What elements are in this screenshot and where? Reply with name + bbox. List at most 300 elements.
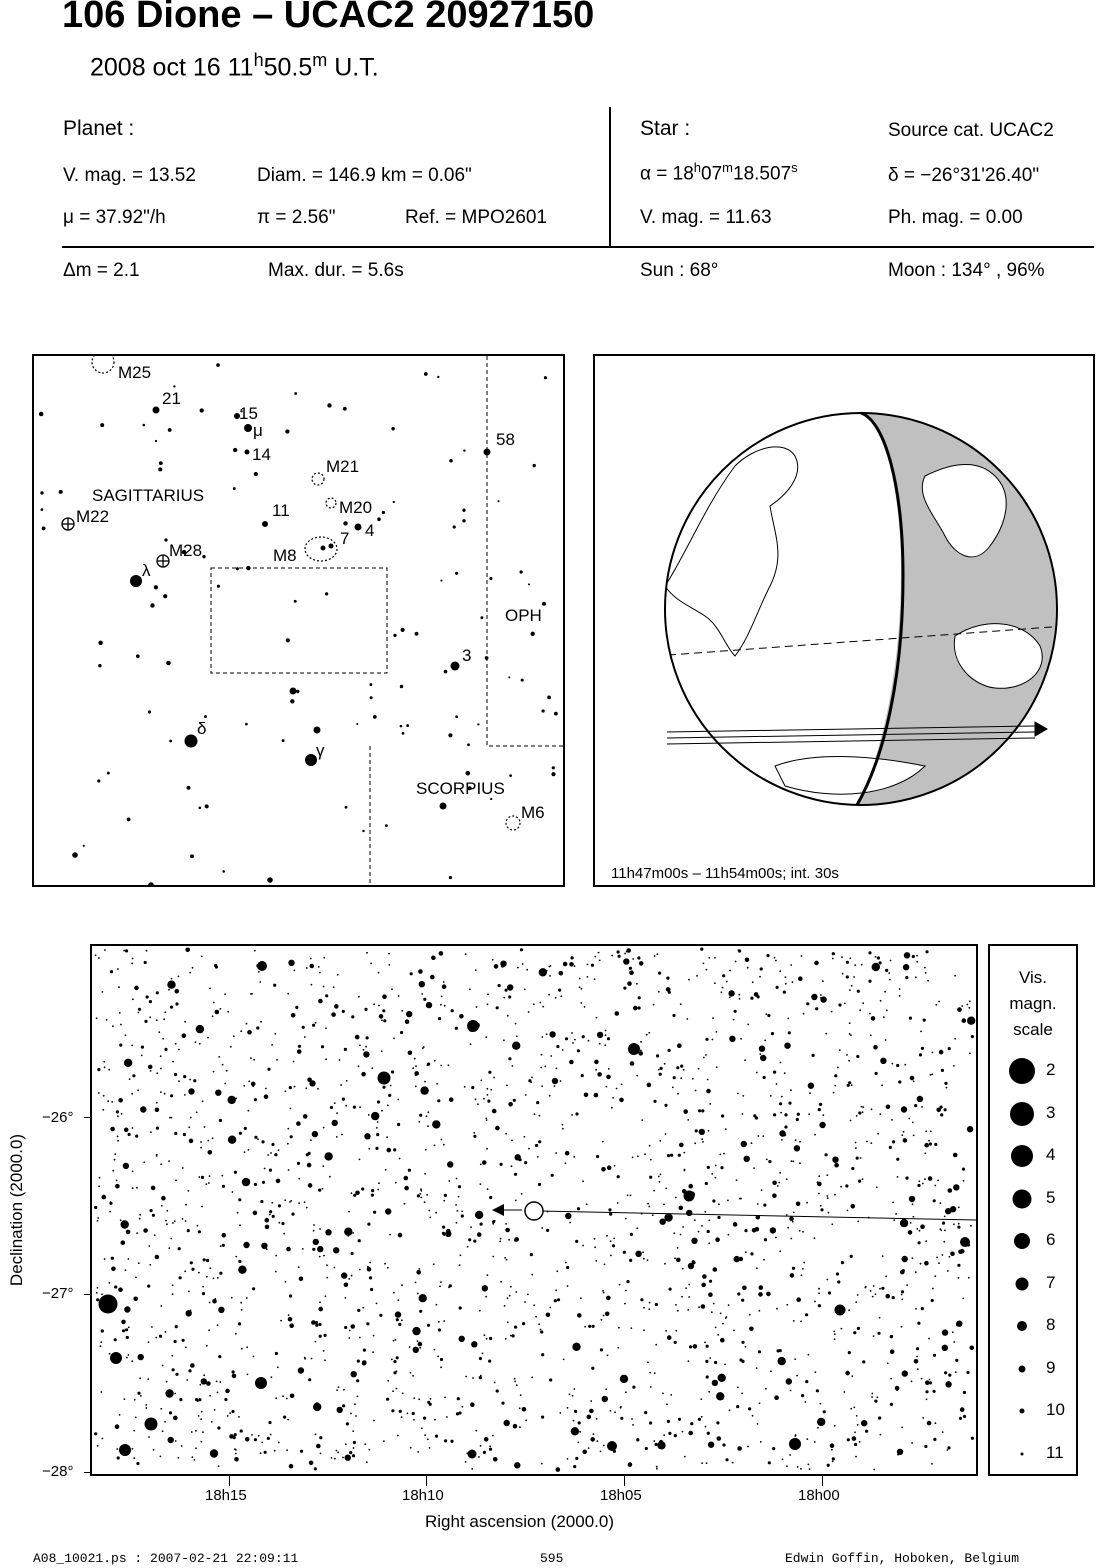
label-mu: μ [253,421,263,440]
footer-file: A08_10021.ps : 2007-02-21 22:09:11 [33,1551,299,1566]
field-star [342,1404,345,1407]
finder-star [233,448,237,452]
field-star [418,1121,420,1123]
field-star [412,1375,414,1377]
field-star [724,1364,726,1366]
field-star [834,1194,836,1196]
field-star [666,977,669,980]
field-star [688,1296,690,1298]
field-star [148,1065,153,1070]
field-star [444,1194,447,1197]
field-star [725,1458,728,1461]
field-star [231,1297,233,1299]
field-star [120,1024,122,1026]
field-star [107,1100,109,1102]
field-star [458,1196,460,1198]
ra-tick-mark [822,1476,823,1486]
field-star [602,1141,604,1143]
field-star [438,1017,441,1020]
field-star [921,1227,923,1229]
field-star [879,961,882,964]
field-star [324,1359,326,1361]
field-star [310,964,315,969]
field-star [426,1115,428,1117]
field-star [805,1380,808,1383]
field-star [862,1178,864,1180]
field-star [929,1379,931,1381]
field-star [479,1376,482,1379]
field-star [348,1278,350,1280]
field-star [510,1286,512,1288]
field-star [222,1064,224,1066]
field-star [440,1065,442,1067]
field-star [605,1034,607,1036]
field-star [779,970,781,972]
field-star [630,1195,632,1197]
field-star [608,1068,610,1070]
field-star [258,1435,260,1437]
field-star [203,1374,205,1376]
field-star [595,1069,597,1071]
field-star [913,1216,915,1218]
field-star [488,1071,491,1074]
field-star [649,1145,651,1147]
field-star [708,1130,710,1132]
field-star [969,1052,971,1054]
label-scorpius: SCORPIUS [416,779,505,798]
finder-star [282,739,285,742]
field-star [145,1418,158,1431]
finder-star [325,592,328,595]
field-star [832,1157,838,1163]
field-star [885,1275,887,1277]
legend-magnitude-dot [1010,1102,1034,1126]
field-star [358,1065,360,1067]
field-star [206,1381,211,1386]
field-star [398,995,400,997]
field-star [752,1415,754,1417]
field-star [749,1327,754,1332]
field-star [289,1086,292,1089]
field-star [320,1453,322,1455]
field-star [279,1222,281,1224]
field-star [252,1287,255,1290]
field-star [680,1234,682,1236]
field-star [371,1067,373,1069]
field-star [388,964,390,966]
field-star [165,1389,173,1397]
field-star [683,1109,688,1114]
field-star [134,1399,136,1401]
field-star [715,1327,717,1329]
field-star [811,994,817,1000]
field-star [200,1384,202,1386]
field-star [419,1294,427,1302]
field-star [856,1115,858,1117]
field-star [689,1191,695,1197]
field-star [509,1295,511,1297]
field-star [916,961,918,963]
field-star [533,1003,535,1005]
field-star [318,1323,321,1326]
field-star [808,1083,814,1089]
field-star [426,1002,432,1008]
field-star [319,1301,321,1303]
legend-row [990,1396,1078,1426]
field-star [315,1022,317,1024]
field-star [99,1295,118,1314]
field-star [129,1078,131,1080]
field-star [866,1141,868,1143]
field-star [156,1019,158,1021]
finder-star [155,440,157,442]
field-star [750,997,753,1000]
field-star [311,984,313,986]
label-m8: M8 [273,546,297,565]
field-star [192,967,194,969]
field-star [708,1220,710,1222]
ra-h-unit: h [693,160,702,175]
field-star [616,1088,618,1090]
field-star [349,1330,351,1332]
field-star [785,976,787,978]
field-star [161,1205,163,1207]
field-star [751,1142,753,1144]
finder-star [154,585,158,589]
field-star [673,1076,676,1079]
field-star [544,1066,546,1068]
field-star [722,974,725,977]
field-star [207,1037,209,1039]
field-star [366,1036,369,1039]
field-star [787,1227,789,1229]
field-star [415,1065,417,1067]
label-7: 7 [340,529,350,548]
field-star [97,1287,99,1289]
field-star [418,1398,420,1400]
field-star [168,1247,170,1249]
field-star [832,1457,835,1460]
field-star [963,1391,966,1394]
field-star [381,1019,383,1021]
field-star [723,1153,725,1155]
field-star [184,1021,186,1023]
field-star [809,1468,811,1470]
field-star [424,1081,426,1083]
field-star [572,1395,574,1397]
field-star [391,1359,393,1361]
field-star [128,1354,130,1356]
field-star [217,1277,219,1279]
field-star [273,984,276,987]
field-star [783,1133,786,1136]
field-star [579,978,581,980]
field-star [665,1133,667,1135]
field-star [667,1154,670,1157]
field-star [603,1292,605,1294]
field-star [471,1341,477,1347]
field-star [880,1434,882,1436]
field-star [398,1233,403,1238]
field-star [121,1240,126,1245]
field-star [435,1212,437,1214]
field-star [378,1182,380,1184]
field-star [549,1031,555,1037]
field-star [613,1450,616,1453]
field-star [137,1089,139,1091]
field-star [119,1012,121,1014]
finder-star [449,459,453,463]
field-star [656,1468,658,1470]
field-star [109,1282,111,1284]
field-star [774,1395,779,1400]
field-star [907,1176,909,1178]
field-star [274,1033,276,1035]
field-star [741,1299,744,1302]
field-star [232,1374,237,1379]
field-star [202,1292,205,1295]
field-star [629,970,634,975]
hour-unit: h [253,50,264,70]
field-star [168,1437,174,1443]
field-star [797,1466,799,1468]
field-star [630,1233,633,1236]
field-star [920,1031,922,1033]
field-star [111,1267,116,1272]
field-star [935,1422,937,1424]
field-star [808,1113,810,1115]
field-star [608,1208,611,1211]
field-star [788,1031,791,1034]
field-star [459,1306,462,1309]
field-star [440,1004,442,1006]
field-star [387,1380,389,1382]
field-star [684,1456,686,1458]
field-star [541,1416,544,1419]
field-star [282,1395,284,1397]
field-star [147,1285,150,1288]
field-star [649,1372,651,1374]
field-star [925,950,928,953]
field-star [395,1182,397,1184]
field-star [108,1069,110,1071]
field-star [234,1171,237,1174]
field-star [934,1185,936,1187]
field-star [940,1106,943,1109]
field-star [656,1466,658,1468]
field-star [512,1042,520,1050]
field-star [325,1027,327,1029]
field-star [556,1270,558,1272]
field-star [747,1446,749,1448]
field-star [379,1314,382,1317]
field-star [160,1091,162,1093]
field-star [286,1449,288,1451]
field-star [925,1130,927,1132]
field-star [582,1450,587,1455]
label-lambda: λ [142,561,151,580]
field-star [303,1114,308,1119]
field-star [562,1128,564,1130]
field-star [495,1126,500,1131]
field-star [195,1447,197,1449]
field-star [146,950,148,952]
field-star [122,1449,124,1451]
field-star [318,999,323,1004]
field-star [640,1041,642,1043]
field-star [269,1214,271,1216]
ra-tick-mark [229,1476,230,1486]
field-star [846,961,849,964]
field-star [175,1002,178,1005]
field-star [711,1173,713,1175]
field-star [827,1197,829,1199]
field-star [901,1299,903,1301]
field-star [652,1214,654,1216]
field-star [218,1307,224,1313]
field-star [688,1284,690,1286]
field-star [799,1230,801,1232]
field-star [247,1030,252,1035]
field-star [969,1000,971,1002]
field-star [942,1254,944,1256]
field-star [820,994,822,996]
field-star [313,1224,315,1226]
globe-svg [595,356,1093,885]
field-star [705,1038,708,1041]
field-star [274,1450,276,1452]
label-11: 11 [272,501,290,520]
field-star [944,1371,947,1374]
field-star [729,1409,731,1411]
field-star [780,1062,782,1064]
field-star [654,1372,656,1374]
field-star [805,1401,807,1403]
field-star [507,984,513,990]
field-star [843,1391,845,1393]
field-star [806,1002,809,1005]
field-star [465,1461,467,1463]
field-star [359,1106,361,1108]
field-star [638,1006,641,1009]
field-star [734,1010,737,1013]
field-star [351,1252,354,1255]
field-star [809,1092,811,1094]
field-star [387,1267,389,1269]
field-star [428,1210,430,1212]
field-star [288,1169,290,1171]
field-star [537,1156,539,1158]
field-star [496,1389,499,1392]
field-star [166,1210,168,1212]
finder-star [542,602,546,606]
field-star [222,1244,225,1247]
field-star [597,1032,603,1038]
field-star [376,1127,378,1129]
field-star [218,1056,220,1058]
field-star [250,993,252,995]
field-star [222,1185,225,1188]
field-star [926,1398,928,1400]
field-star [373,1420,375,1422]
finder-star [327,403,331,407]
field-star [489,1448,492,1451]
field-star [147,1378,149,1380]
finder-star [454,663,459,668]
field-star [243,1085,245,1087]
ra-hours: α = 18 [640,163,694,185]
field-star [102,991,104,993]
field-star [484,1437,489,1442]
field-star [820,1205,822,1207]
field-star [714,982,716,984]
field-star [927,1421,932,1426]
field-star [881,1084,883,1086]
field-star [948,1047,951,1050]
finder-star [455,572,458,575]
finder-star [286,638,290,642]
field-star [942,1222,945,1225]
field-star [830,1443,835,1448]
field-star [361,1072,366,1077]
field-star [717,1216,720,1219]
field-star [896,1389,898,1391]
field-star [662,1393,664,1395]
field-star [588,1447,590,1449]
field-star [448,1286,450,1288]
finder-star [551,772,555,776]
field-star [540,1067,542,1069]
field-star [470,1452,472,1454]
field-star [857,990,860,993]
field-star [194,1459,196,1461]
field-star [886,1010,888,1012]
field-star [274,1153,277,1156]
field-star [912,1257,914,1259]
field-star [304,1358,306,1360]
field-star [800,1468,802,1470]
field-star [760,1441,762,1443]
field-star [334,1458,336,1460]
field-star [727,1200,729,1202]
field-star [648,1032,650,1034]
field-star [260,1021,262,1023]
field-star [698,1068,700,1070]
field-star [944,1216,946,1218]
field-star [494,1382,496,1384]
field-star [667,1335,672,1340]
field-star [457,1397,460,1400]
field-star [937,1180,939,1182]
field-star [534,1113,536,1115]
field-star [100,1341,102,1343]
legend-row [990,1099,1078,1129]
field-star [742,1286,747,1291]
field-star [396,1356,399,1359]
field-star [253,1059,255,1061]
field-star [506,1259,508,1261]
field-star [858,1180,861,1183]
field-star [891,1119,893,1121]
field-star [677,1247,679,1249]
field-star [174,1073,177,1076]
field-star [395,1311,401,1317]
field-star [182,1167,184,1169]
field-star [572,1343,580,1351]
field-star [133,1430,135,1432]
ra-tick-18h00: 18h00 [798,1487,840,1504]
field-star [100,1345,102,1347]
